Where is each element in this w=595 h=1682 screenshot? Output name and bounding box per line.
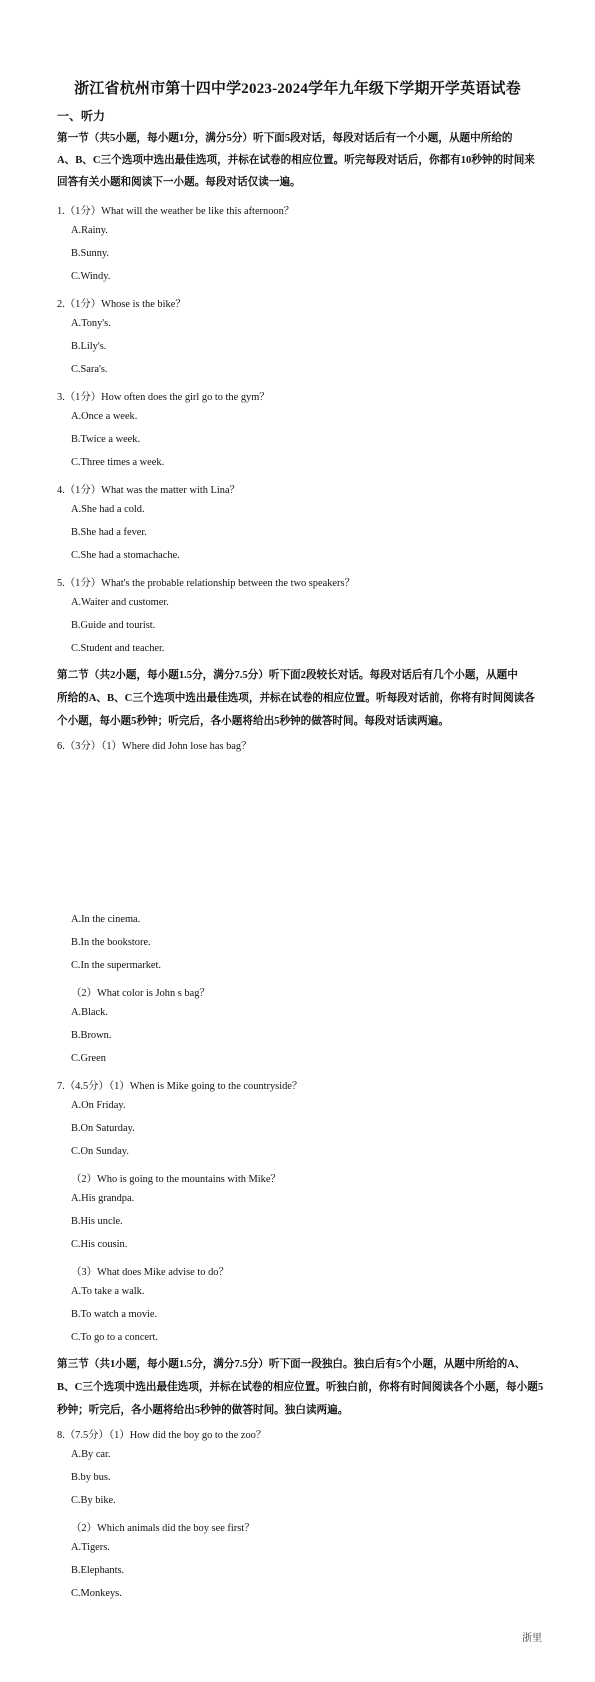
question-3-option-a: A.Once a week. (71, 411, 138, 422)
question-8-1-option-b: B.by bus. (71, 1472, 111, 1483)
question-2-option-a: A.Tony's. (71, 318, 111, 329)
question-5-option-c: C.Student and teacher. (71, 643, 165, 654)
question-4-option-a: A.She had a cold. (71, 504, 145, 515)
question-7-3-option-b: B.To watch a movie. (71, 1309, 158, 1320)
question-1-option-c: C.Windy. (71, 271, 111, 282)
section3-instruction-line: 秒钟；听完后，各小题将给出5秒钟的做答时间。独白读两遍。 (57, 1405, 349, 1416)
question-6-2-option-c: C.Green (71, 1053, 106, 1064)
section3-instruction-line: B、C三个选项中选出最佳选项，并标在试卷的相应位置。听独白前，你将有时间阅读各个小题，每小题5 (57, 1382, 544, 1393)
question-6-1-option-c: C.In the supermarket. (71, 960, 162, 971)
question-6-1-option-b: B.In the bookstore. (71, 937, 151, 948)
question-6-1-option-a: A.In the cinema. (71, 914, 141, 925)
section3-instruction-line: 第三节（共1小题，每小题1.5分，满分7.5分）听下面一段独白。独白后有5个小题，从题中所给的A、 (57, 1359, 526, 1370)
question-4-option-c: C.She had a stomachache. (71, 550, 180, 561)
question-8-2-stem: （2）Which animals did the boy see first？ (71, 1523, 255, 1534)
section1-instruction-line: 第一节（共5小题，每小题1分，满分5分）听下面5段对话，每段对话后有一个小题，从题中所给的 (57, 133, 513, 144)
question-4-option-b: B.She had a fever. (71, 527, 147, 538)
question-4-stem: 4.（1分）What was the matter with Lina？ (57, 485, 240, 496)
question-7-2-option-a: A.His grandpa. (71, 1193, 135, 1204)
question-7-2-option-c: C.His cousin. (71, 1239, 128, 1250)
question-8-stem: 8.（7.5分）（1）How did the boy go to the zoo？ (57, 1430, 267, 1441)
question-7-3-option-c: C.To go to a concert. (71, 1332, 158, 1343)
question-7-1-option-c: C.On Sunday. (71, 1146, 129, 1157)
section1-instruction-line: A、B、C三个选项中选出最佳选项，并标在试卷的相应位置。听完每段对话后，你都有10秒钟的时间来 (57, 155, 535, 166)
page-title: 浙江省杭州市第十四中学2023-2024学年九年级下学期开学英语试卷 (74, 81, 521, 97)
question-2-option-c: C.Sara's. (71, 364, 108, 375)
question-5-option-b: B.Guide and tourist. (71, 620, 156, 631)
part-heading: 一、听力 (57, 109, 106, 123)
question-6-2-stem: （2）What color is John s bag？ (71, 988, 210, 999)
question-2-stem: 2.（1分）Whose is the bike？ (57, 299, 186, 310)
question-5-stem: 5.（1分）What's the probable relationship between the two speakers？ (57, 578, 355, 589)
question-3-stem: 3.（1分）How often does the girl go to the gym？ (57, 392, 270, 403)
section2-instruction-line: 所给的A、B、C三个选项中选出最佳选项，并标在试卷的相应位置。听每段对话前，你将有时间阅读各 (57, 693, 535, 704)
question-7-1-option-b: B.On Saturday. (71, 1123, 135, 1134)
question-8-1-option-c: C.By bike. (71, 1495, 116, 1506)
question-7-3-option-a: A.To take a walk. (71, 1286, 145, 1297)
question-7-stem: 7.（4.5分）（1）When is Mike going to the countryside？ (57, 1081, 303, 1092)
section1-instruction-line: 回答有关小题和阅读下一小题。每段对话仅读一遍。 (57, 177, 301, 188)
question-7-2-option-b: B.His uncle. (71, 1216, 123, 1227)
question-1-option-a: A.Rainy. (71, 225, 108, 236)
question-8-2-option-b: B.Elephants. (71, 1565, 125, 1576)
question-5-option-a: A.Waiter and customer. (71, 597, 169, 608)
question-3-option-c: C.Three times a week. (71, 457, 165, 468)
question-6-stem: 6.（3分）（1）Where did John lose has bag？ (57, 741, 252, 752)
question-6-2-option-a: A.Black. (71, 1007, 108, 1018)
question-6-2-option-b: B.Brown. (71, 1030, 112, 1041)
page-footer: 浙里 (522, 1633, 542, 1644)
question-7-1-option-a: A.On Friday. (71, 1100, 126, 1111)
question-1-option-b: B.Sunny. (71, 248, 110, 259)
question-8-2-option-a: A.Tigers. (71, 1542, 110, 1553)
question-7-2-stem: （2）Who is going to the mountains with Mike？ (71, 1174, 281, 1185)
section2-instruction-line: 个小题，每小题5秒钟；听完后，各小题将给出5秒钟的做答时间。每段对话读两遍。 (57, 716, 449, 727)
section2-instruction-line: 第二节（共2小题，每小题1.5分，满分7.5分）听下面2段较长对话。每段对话后有几个小题，从题中 (57, 670, 518, 681)
question-1-stem: 1.（1分）What will the weather be like this afternoon？ (57, 206, 295, 217)
question-7-3-stem: （3）What does Mike advise to do？ (71, 1267, 229, 1278)
question-3-option-b: B.Twice a week. (71, 434, 141, 445)
question-2-option-b: B.Lily's. (71, 341, 107, 352)
question-8-2-option-c: C.Monkeys. (71, 1588, 122, 1599)
question-8-1-option-a: A.By car. (71, 1449, 111, 1460)
